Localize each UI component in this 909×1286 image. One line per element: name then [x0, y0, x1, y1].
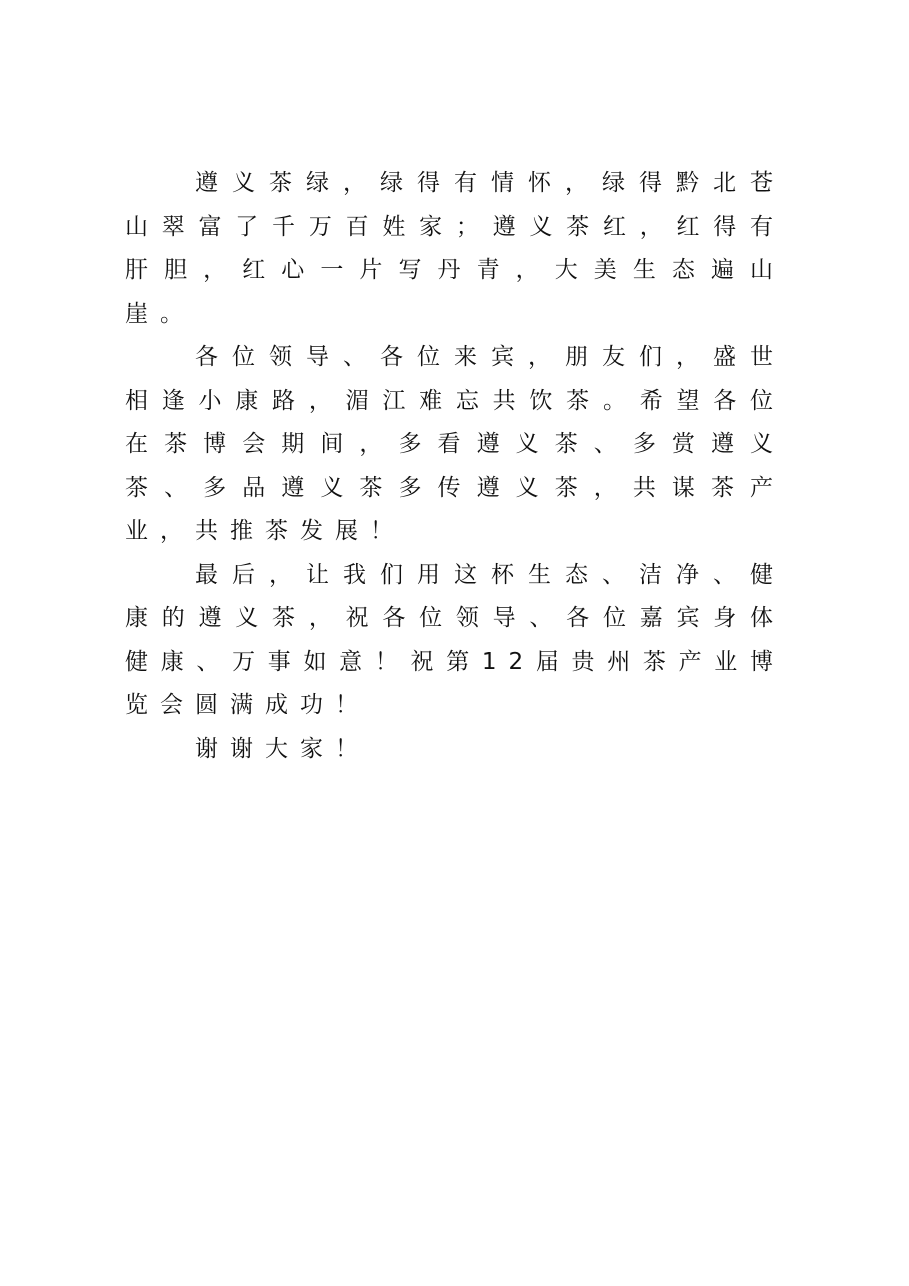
paragraph-thanks: 谢谢大家！	[195, 735, 370, 762]
document-body	[125, 162, 785, 771]
paragraph-closing-wishes: 最后，让我们用这杯生态、洁净、健康的遵义茶，祝各位领导、各位嘉宾身体健康、万事如意！祝第12届贵州茶产业博览会圆满成功！	[125, 561, 785, 718]
paragraph-tea-praise: 遵义茶绿，绿得有情怀，绿得黔北苍山翠富了千万百姓家；遵义茶红，红得有肝胆，红心一片写丹青，大美生态遍山崖。	[125, 170, 785, 327]
paragraph-welcome: 各位领导、各位来宾，朋友们，盛世相逢小康路，湄江难忘共饮茶。希望各位在茶博会期间，多看遵义茶、多赏遵义茶、多品遵义茶多传遵义茶，共谋茶产业，共推茶发展！	[125, 344, 785, 544]
